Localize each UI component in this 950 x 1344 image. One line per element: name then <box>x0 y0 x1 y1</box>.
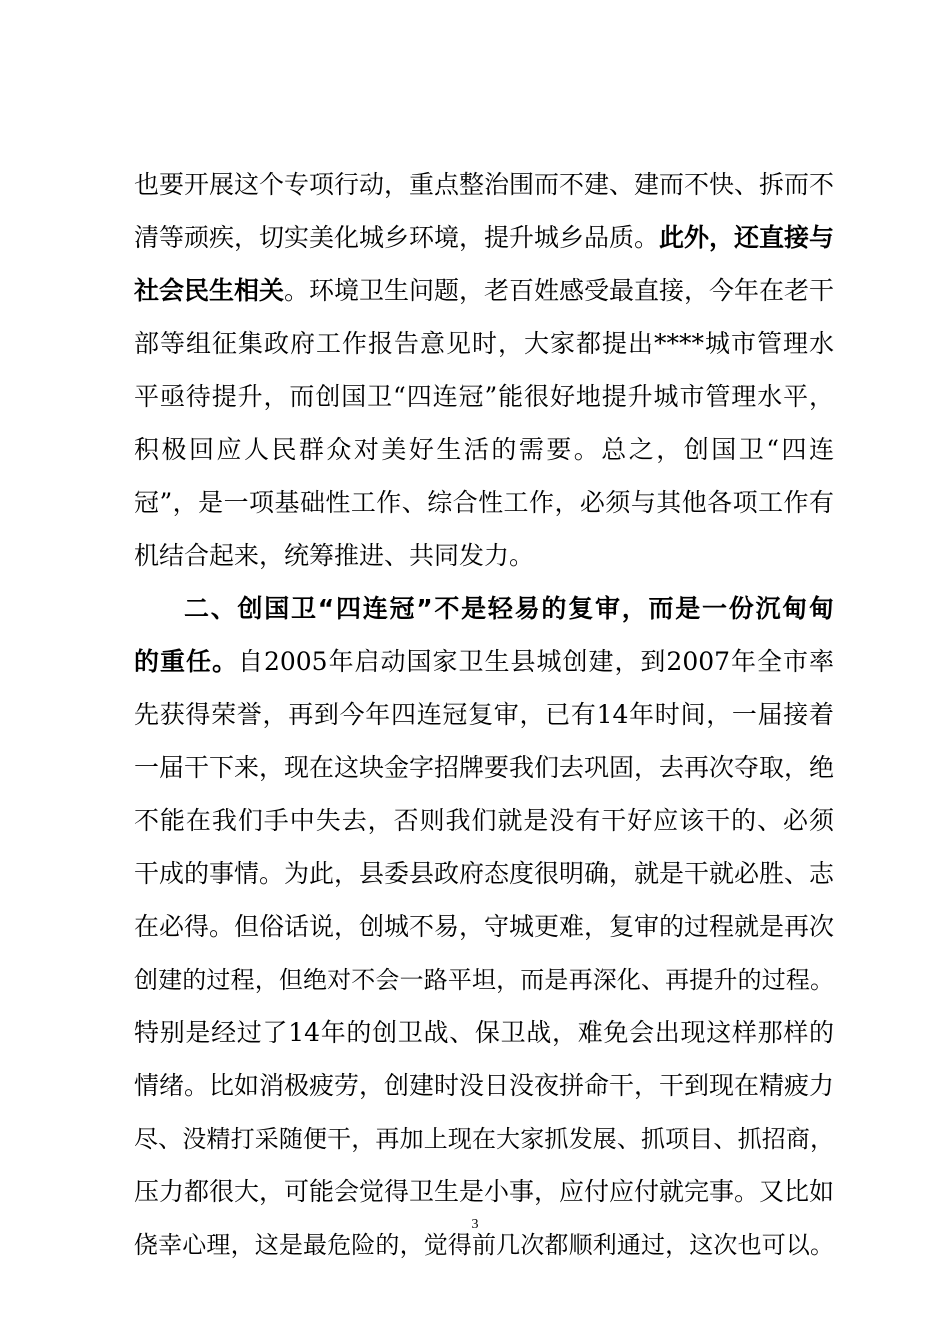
paragraph-line-20: 压力都很大，可能会觉得卫生是小事，应付应付就完事。又比如 <box>134 1177 835 1206</box>
paragraph-line-14: 干成的事情。为此，县委县政府态度很明确，就是干就必胜、志 <box>134 859 835 888</box>
paragraph-line-6: 积极回应人民群众对美好生活的需要。总之，创国卫“四连 <box>134 435 834 464</box>
paragraph-line-3: 社会民生相关。环境卫生问题，老百姓感受最直接，今年在老干 <box>134 276 835 305</box>
paragraph-line-21: 侥幸心理，这是最危险的，觉得前几次都顺利通过，这次也可以。 <box>134 1231 834 1259</box>
paragraph-line-11: 先获得荣誉，再到今年四连冠复审，已有14年时间，一届接着 <box>134 700 834 729</box>
paragraph-line-2: 清等顽疾，切实美化城乡环境，提升城乡品质。此外，还直接与 <box>134 223 835 252</box>
paragraph-line-8: 机结合起来，统筹推进、共同发力。 <box>134 541 535 570</box>
section-heading-end: 的重任。 <box>134 647 238 676</box>
paragraph-line-15: 在必得。但俗话说，创城不易，守城更难，复审的过程就是再次 <box>134 912 835 941</box>
paragraph-line-17: 特别是经过了14年的创卫战、保卫战，难免会出现这样那样的 <box>134 1018 834 1047</box>
section-heading-line <box>184 594 834 624</box>
paragraph-line-19: 尽、没精打采随便干，再加上现在大家抓发展、抓项目、抓招商， <box>134 1125 834 1153</box>
paragraph-line-4: 部等组征集政府工作报告意见时，大家都提出****城市管理水 <box>134 329 834 358</box>
paragraph-line-12: 一届干下来，现在这块金字招牌要我们去巩固，去再次夺取，绝 <box>134 753 835 782</box>
page-number: 3 <box>471 1217 479 1232</box>
section-heading: 二、创国卫“四连冠”不是轻易的复审，而是一份沉甸甸 <box>184 594 834 623</box>
bold-emphasis-text: 此外，还直接与 <box>659 223 835 252</box>
paragraph-line-7: 冠”，是一项基础性工作、综合性工作，必须与其他各项工作有 <box>134 488 834 517</box>
paragraph-line-1: 也要开展这个专项行动，重点整治围而不建、建而不快、拆而不 <box>134 170 835 199</box>
bold-emphasis-text: 社会民生相关 <box>134 276 285 305</box>
paragraph-line-13: 不能在我们手中失去，否则我们就是没有干好应该干的、必须 <box>134 806 834 835</box>
paragraph-line-5: 平亟待提升，而创国卫“四连冠”能很好地提升城市管理水平， <box>134 382 834 411</box>
paragraph-line-18: 情绪。比如消极疲劳，创建时没日没夜拼命干，干到现在精疲力 <box>134 1071 835 1100</box>
paragraph-line-10: 的重任。自2005年启动国家卫生县城创建，到2007年全市率 <box>134 647 834 676</box>
paragraph-line-16: 创建的过程，但绝对不会一路平坦，而是再深化、再提升的过程。 <box>134 966 834 994</box>
